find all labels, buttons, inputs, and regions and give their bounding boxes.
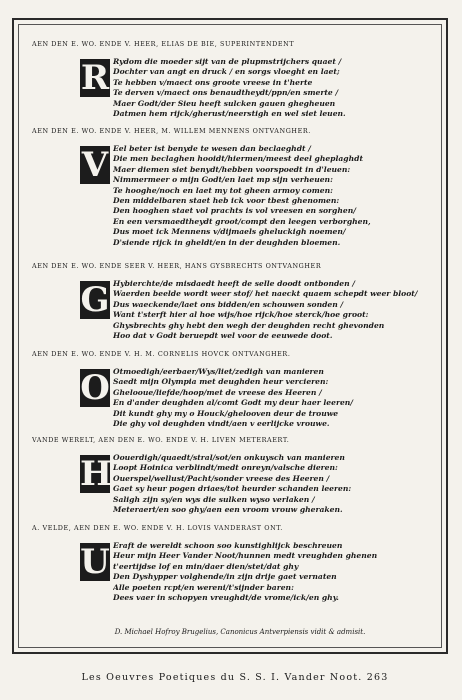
- decorated-initial: H: [80, 454, 113, 494]
- verse-line: En d'ander deughden al/comt Godt my deur haer leeren/: [113, 398, 354, 408]
- verse-line: Eel beter ist benyde te wesen dan beclaeghdt /: [113, 144, 311, 153]
- poem-heading: AEN DEN E. WO. ENDE V. HEER, ELIAS DE BIE, SUPERINTENDENT: [32, 40, 295, 48]
- verse-line: Te hooghe/noch en laet my tot gheen armoy comen:: [113, 185, 333, 195]
- decorated-initial: V: [81, 145, 109, 185]
- verse-line: Maer diemen siet benydt/hebben voorspoedt in d'leuen:: [113, 164, 351, 174]
- poem-heading: AEN DEN E. WO. ENDE V. HEER, M. WILLEM MENNENS ONTVANGHER.: [32, 127, 311, 135]
- poem-heading: VANDE WERELT, AEN DEN E. WO. ENDE V. H. LIVEN METERAERT.: [32, 436, 290, 444]
- poem-verse-block: [113, 57, 433, 119]
- decorated-initial: R: [80, 58, 110, 98]
- verse-line: Te hebben v/maect ons groote vreese in t'herte: [113, 77, 313, 87]
- verse-line: Oouerdigh/quaedt/stral/sot/en onkuysch van manieren: [113, 453, 345, 462]
- verse-line: Dus waeckende/laet ons bidden/en schouwen sonden /: [113, 299, 344, 309]
- verse-line: Den middelbaren staet heb ick voor tbest ghenomen:: [113, 195, 340, 205]
- verse-line: Den Dyshypper volghende/in zijn drije gaet vernaten: [113, 572, 337, 582]
- poem-verse-block: [113, 367, 433, 429]
- verse-line: t'eertijdse lof en min/daer dien/stet/dat ghy: [113, 561, 299, 571]
- verse-line: Waerden beelde wordt weer stof/ het naeckt quaem schepdt weer bloot/: [113, 289, 418, 299]
- verse-line: Want t'sterft hier al hoe wijs/hoe rijck/hoe sterck/hoe groot:: [113, 310, 369, 320]
- verse-line: Te derven v/maect ons benaudtheydt/ppn/en smerte /: [113, 88, 339, 98]
- verse-line: Dochter van angt en druck / en sorgs vloeght en laet;: [113, 67, 340, 77]
- poem-verse-block: [113, 541, 433, 603]
- verse-line: Meteraert/en soo ghy/aen een vroom vrouw gheraken.: [113, 504, 343, 514]
- poem-heading: AEN DEN E. WO. ENDE SEER V. HEER, HANS GYSBRECHTS ONTVANGHER: [32, 262, 322, 270]
- verse-line: Maer Godt/der Sieu heeft sulcken gauen ghegheuen: [113, 98, 336, 108]
- verse-line: Dit kundt ghy my o Houck/ghelooven deur de trouwe: [113, 408, 339, 418]
- verse-line: Datmen hem rijck/gherust/neerstigh en wel siet leuen.: [113, 108, 346, 118]
- verse-line: Hybierchte/de misdaedt heeft de selle doodt ontbonden /: [113, 279, 356, 288]
- verse-line: Die men beclaghen hooidt/hiermen/meest deel gheplaghdt: [113, 154, 363, 164]
- decorated-initial: U: [80, 542, 110, 582]
- verse-line: D'siende rijck in gheldt/en in der deughden bloemen.: [113, 237, 341, 247]
- verse-line: Hoo dat v Godt beruepdt wel voor de eeuwede doot.: [113, 330, 333, 340]
- verse-line: En een versmaedtheydt groot/compt den leegen verborghen,: [113, 216, 371, 226]
- poem-verse-block: [113, 144, 433, 248]
- verse-line: Saligh zijn sy/en wys die sulken wyso verlaken /: [113, 494, 315, 504]
- verse-line: Den hooghen staet vol prachts is vol vreesen en sorghen/: [113, 206, 357, 216]
- verse-line: Dus moet ick Mennens v/dijmaels gheluckigh noemen/: [113, 227, 346, 237]
- verse-line: Eraft de wereldt schoon soo kunstighlijck beschreuen: [113, 541, 343, 550]
- verse-line: Alle poeten rcpt/en wereni/t'sijnder baren:: [113, 582, 294, 592]
- decorated-initial: G: [80, 280, 110, 320]
- poem-verse-block: [113, 279, 433, 341]
- verse-line: Otmoedigh/eerbaer/Wys/liet/zedigh van manieren: [113, 367, 324, 376]
- verse-line: Nimmermeer o mijn Godt/en laet mp sijn verheuen:: [113, 175, 333, 185]
- verse-line: Die ghy vol deughden vindt/aen v eerlijcke vrouwe.: [113, 418, 330, 428]
- verse-line: Ouerspel/wellust/Pacht/sonder vreese des Heeren /: [113, 473, 330, 483]
- verse-line: Dees vaer in schopyen vreughdt/de vrome/ick/en ghy.: [113, 592, 339, 602]
- approval-note: D. Michael Hofroy Brugelius, Canonicus Antverpiensis vidit & admisit.: [114, 628, 366, 636]
- decorated-initial: O: [80, 368, 110, 408]
- verse-line: Saedt mijn Olympia met deughden heur vercieren:: [113, 377, 329, 387]
- verse-line: Ghysbrechts ghy hebt den wegh der deughden recht ghevonden: [113, 320, 385, 330]
- verse-line: Gaet sy heur pogen driaes/tot heurder schanden leeren:: [113, 484, 352, 494]
- verse-line: Rydom die moeder sijt van de plupmstrijchers quaet /: [113, 57, 342, 66]
- poem-heading: AEN DEN E. WO. ENDE V. H. M. CORNELIS HOVCK ONTVANGHER.: [32, 350, 291, 358]
- poem-verse-block: [113, 453, 433, 515]
- running-footer: Les Oeuvres Poetiques du S. S. I. Vander Noot. 263: [81, 672, 389, 683]
- verse-line: Heur mijn Heer Vander Noot/hunnen medt vreughden ghenen: [113, 551, 378, 561]
- verse-line: Ghelooue/liefde/hoop/met de vreese des Heeren /: [113, 387, 322, 397]
- verse-line: Loopt Hoinica verblindt/medt onreyn/valsche dieren:: [113, 463, 338, 473]
- poem-heading: A. VELDE, AEN DEN E. WO. ENDE V. H. LOVIS VANDERAST ONT.: [32, 524, 283, 532]
